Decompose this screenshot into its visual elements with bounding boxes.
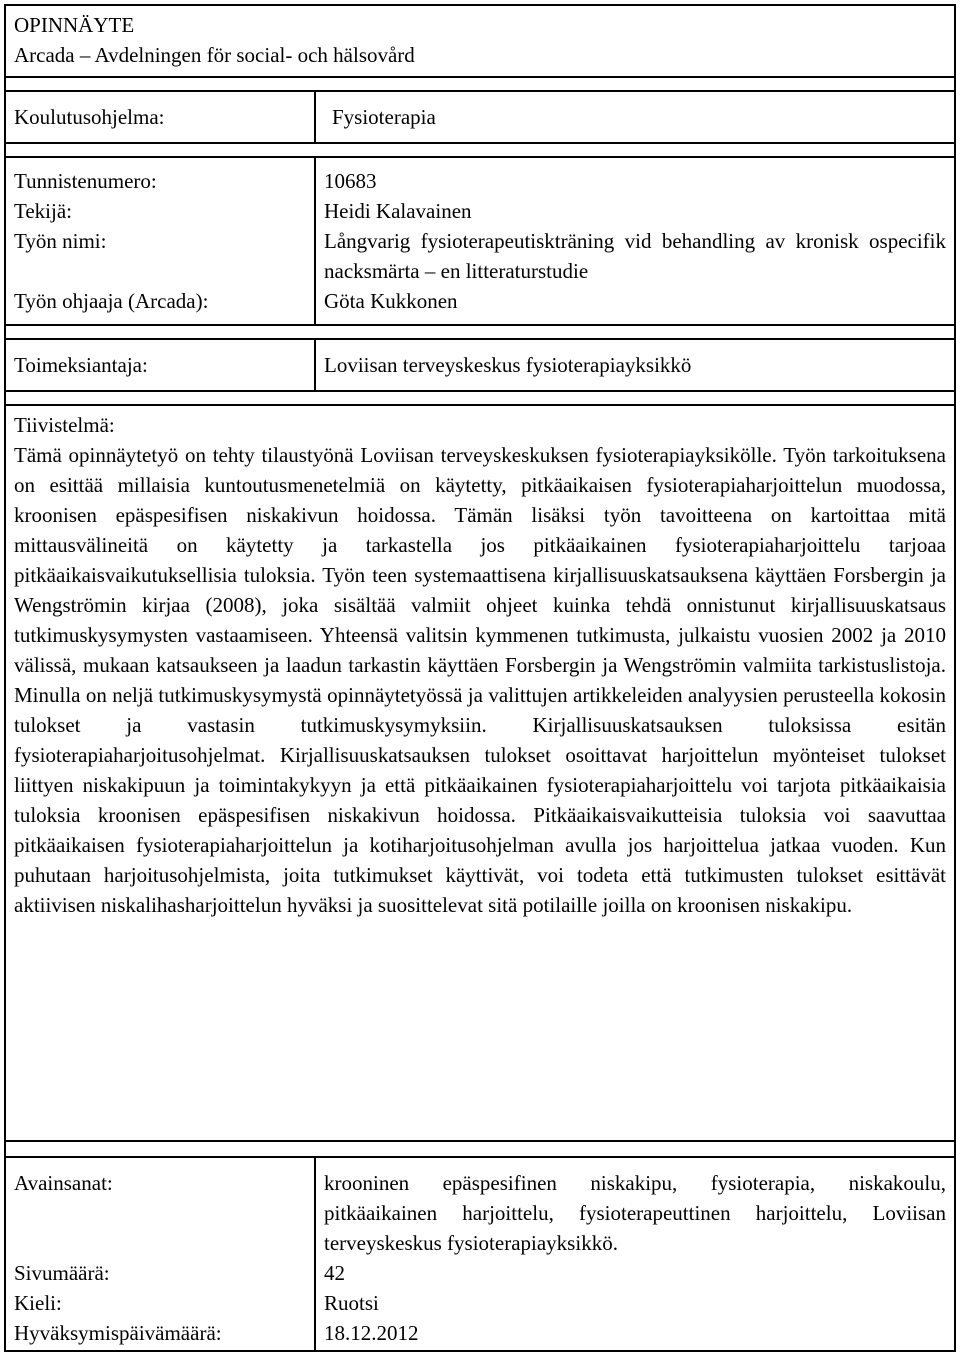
title-row: [5, 226, 955, 286]
abstract-text: Tämä opinnäytetyö on tehty tilaustyönä Loviisan terveyskeskuksen fysioterapiayksikölle. Työn tarkoituksena on esittää millaisia kuntoutusmenetelmiä on käytetty, pitkäaikaisen fysioterapiaharjoittelun muodossa, kroonisen epäspesifisen niskakivun hoidossa. Tämän lisäksi työn tavoitteena on kartoittaa mitä mittausvälineitä on käytetty ja tarkastella jos pitkäaikainen fysioterapiaharjoittelu tarjoaa pitkäaikaisvaikutuksellisia tuloksia. Työn teen systemaattisena kirjallisuuskatsauksena käyttäen Forsbergin ja Wengströmin kirjaa (2008), joka sisältää valmiit ohjeet kuinka tehdä onnistunut kirjallisuuskatsaus tutkimuskysymysten vastaamiseen. Yhteensä valitsin kymmenen tutkimusta, julkaistu vuosien 2002 ja 2010 välissä, mukaan katsaukseen ja laadun tarkastin käyttäen Forsbergin ja Wengströmin valmiita tarkistuslistoja. Minulla on neljä tutkimuskysymystä opinnäytetyössä ja valittujen artikkeleiden analyysien perusteella kokosin tulokset ja vastasin tutkimuskysymyksiin. Kirjallisuuskatsauksen tuloksissa esitän fysioterapiaharjoitusohjelmat. Kirjallisuuskatsauksen tulokset osoittavat harjoittelun myönteiset tulokset liittyen niskakipuun ja toimintakykyyn ja että pitkäaikainen fysioterapiaharjoittelu voi tarjota pitkäaikaisia tuloksia kroonisen epäspesifisen niskakivun hoidossa. Pitkäaikaisvaikutteisia tuloksia voi saavuttaa pitkäaikaisen fysioterapiaharjoittelun ja kotiharjoitusohjelman avulla jos harjoittelua jatkaa vuoden. Kun puhutaan harjoitusohjelmista, joita tutkimukset käyttivät, voi todeta että tutkimusten tulokset esittävät aktiivisen niskalihasharjoittelun hyväksi ja suosittelevat sitä potilaille joilla on kroonisen niskakipu.: [14, 443, 946, 917]
author-label: Tekijä:: [5, 196, 315, 226]
spacer: [5, 1141, 955, 1157]
date-label: Hyväksymispäivämäärä:: [5, 1318, 315, 1351]
spacer: [5, 325, 955, 339]
spacer: [5, 143, 955, 157]
language-row: [5, 1288, 955, 1318]
pages-row: [5, 1258, 955, 1288]
abstract-row: [5, 405, 955, 1141]
id-label: Tunnistenumero:: [5, 157, 315, 196]
supervisor-value: Göta Kukkonen: [315, 286, 955, 325]
institution-name: Arcada – Avdelningen för social- och hälsovård: [14, 43, 415, 67]
keywords-row: [5, 1157, 955, 1258]
date-value: 18.12.2012: [315, 1318, 955, 1351]
id-value: 10683: [315, 157, 955, 196]
author-value: Heidi Kalavainen: [315, 196, 955, 226]
id-row: [5, 157, 955, 196]
abstract-label: Tiivistelmä:: [14, 413, 115, 437]
language-label: Kieli:: [5, 1288, 315, 1318]
client-label: Toimeksiantaja:: [5, 339, 315, 391]
program-row: [5, 91, 955, 143]
keywords-label: Avainsanat:: [5, 1157, 315, 1258]
pages-label: Sivumäärä:: [5, 1258, 315, 1288]
header-row: [5, 5, 955, 77]
spacer: [5, 391, 955, 405]
form-table: [4, 4, 956, 1352]
keywords-value: krooninen epäspesifinen niskakipu, fysioterapia, niskakoulu, pitkäaikainen harjoittelu, fysioterapeuttinen harjoittelu, Loviisan terveyskeskus fysioterapiayksikkö.: [315, 1157, 955, 1258]
spacer: [5, 77, 955, 91]
supervisor-row: [5, 286, 955, 325]
language-value: Ruotsi: [315, 1288, 955, 1318]
thesis-abstract-form: [4, 4, 954, 1352]
program-label: Koulutusohjelma:: [5, 91, 315, 143]
document-type: OPINNÄYTE: [14, 13, 135, 37]
author-row: [5, 196, 955, 226]
client-row: [5, 339, 955, 391]
pages-value: 42: [315, 1258, 955, 1288]
program-value: Fysioterapia: [315, 91, 955, 143]
supervisor-label: Työn ohjaaja (Arcada):: [5, 286, 315, 325]
client-value: Loviisan terveyskeskus fysioterapiayksikkö: [315, 339, 955, 391]
title-value: Långvarig fysioterapeutiskträning vid behandling av kronisk ospecifik nacksmärta – en litteraturstudie: [315, 226, 955, 286]
title-label: Työn nimi:: [5, 226, 315, 286]
